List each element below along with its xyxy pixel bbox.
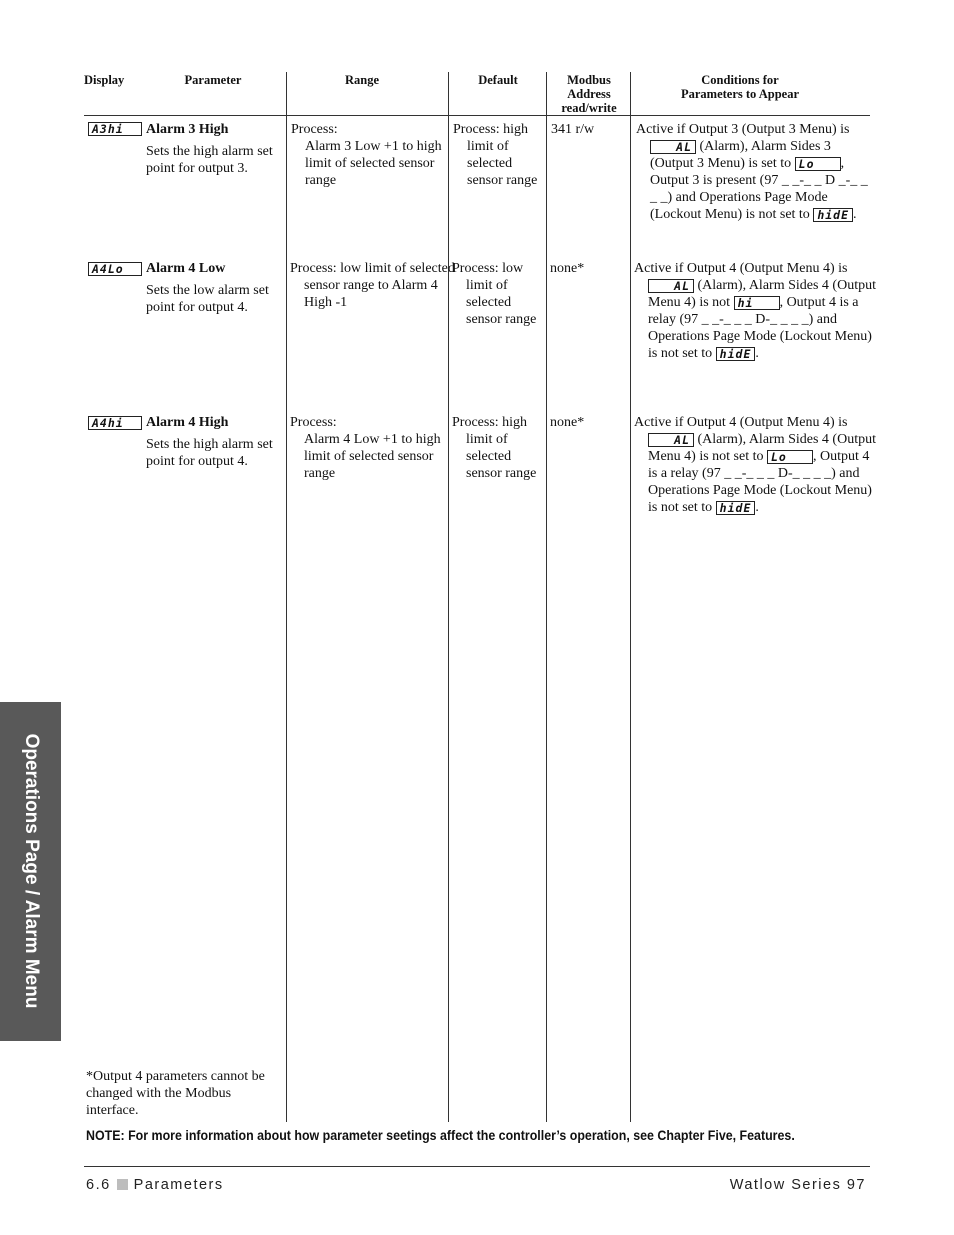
range-alarm-4-low: Process: low limit of selected sensor range to Alarm 4 High -1	[290, 261, 455, 310]
lcd-lo-icon: Lo	[767, 450, 813, 464]
lcd-hide-icon: hidE	[813, 208, 853, 222]
footer-product: Watlow Series 97	[729, 1177, 866, 1193]
display-lcd-a3hi: A3hi	[88, 122, 142, 136]
condition-text-1: Active if Output 3 (Output 3 Menu) is	[636, 122, 850, 137]
side-tab-label: Operations Page / Alarm Menu	[21, 733, 42, 1009]
modbus-alarm-4-low: none*	[550, 261, 585, 276]
range-text: Alarm 4 Low +1 to high limit of selected sensor range	[304, 432, 441, 481]
divider-range	[286, 72, 287, 1122]
divider-conditions	[630, 72, 631, 1122]
footer-page-number: 6.6	[86, 1177, 111, 1193]
parameter-name: Alarm 3 High	[146, 122, 229, 137]
condition-text-4: .	[755, 346, 759, 361]
condition-text-3: , Output 4 is a relay (97 _ _-_ _ _ D-_ _ _ _) and Operations Page Mode (Lockout Menu) is not set to	[648, 295, 872, 361]
parameter-alarm-4-low	[146, 260, 280, 316]
parameter-alarm-3-high	[146, 121, 280, 177]
footer-left	[86, 1177, 224, 1193]
header-modbus	[548, 73, 630, 115]
conditions-alarm-3-high	[636, 121, 876, 223]
default-alarm-4-low: Process: low limit of selected sensor range	[452, 261, 537, 327]
header-modbus-line1: Modbus	[567, 73, 611, 87]
range-alarm-3-high	[291, 121, 445, 189]
divider-default	[448, 72, 449, 1122]
footer-rule	[84, 1166, 870, 1167]
conditions-alarm-4-high	[634, 414, 876, 516]
parameter-description: Sets the low alarm set point for output 4.	[146, 283, 269, 315]
header-modbus-line3: read/write	[561, 101, 617, 115]
display-lcd-a4hi: A4hi	[88, 416, 142, 430]
footnote: *Output 4 parameters cannot be changed with the Modbus interface.	[86, 1069, 265, 1118]
lcd-al-icon: AL	[648, 433, 694, 447]
header-range: Range	[344, 73, 380, 87]
range-label: Process:	[290, 415, 337, 430]
condition-text-1: Active if Output 4 (Output Menu 4) is	[634, 415, 848, 430]
condition-text-4: .	[853, 207, 857, 222]
lcd-hide-icon: hidE	[716, 347, 756, 361]
condition-text-3: , Output 4 is a relay (97 _ _-_ _ _ D-_ _ _ _) and Operations Page Mode (Lockout Menu) is not set to	[648, 449, 872, 515]
square-bullet-icon	[117, 1179, 128, 1190]
lcd-hide-icon: hidE	[716, 501, 756, 515]
lcd-hi-icon: hi	[734, 296, 780, 310]
modbus-alarm-3-high: 341 r/w	[551, 122, 595, 137]
note: NOTE: For more information about how parameter seetings affect the controller’s operation, see Chapter Five, Features.	[86, 1128, 795, 1143]
footer-section: Parameters	[133, 1177, 224, 1193]
header-rule	[84, 115, 870, 116]
range-label: Process:	[291, 122, 338, 137]
header-conditions	[632, 73, 848, 101]
condition-text-2: (Alarm), Alarm Sides 4 (Output Menu 4) is not	[648, 278, 876, 310]
header-display: Display	[84, 73, 125, 87]
lcd-lo-icon: Lo	[795, 157, 841, 171]
condition-text-4: .	[755, 500, 759, 515]
default-alarm-4-high: Process: high limit of selected sensor range	[452, 415, 537, 481]
modbus-alarm-4-high: none*	[550, 415, 585, 430]
conditions-alarm-4-low	[634, 260, 876, 362]
default-alarm-3-high: Process: high limit of selected sensor range	[453, 122, 538, 188]
lcd-al-icon: AL	[648, 279, 694, 293]
range-alarm-4-high	[290, 414, 446, 482]
range-text: Alarm 3 Low +1 to high limit of selected sensor range	[305, 139, 442, 188]
header-default: Default	[478, 73, 518, 87]
parameter-alarm-4-high	[146, 414, 280, 470]
header-modbus-line2: Address	[567, 87, 611, 101]
condition-text-3: , Output 3 is present (97 _ _-_ _ D _-_ _ _ _) and Operations Page Mode (Lockout Menu) is not set to	[650, 156, 868, 222]
condition-text-1: Active if Output 4 (Output Menu 4) is	[634, 261, 848, 276]
parameter-description: Sets the high alarm set point for output 3.	[146, 144, 273, 176]
header-conditions-line2: Parameters to Appear	[680, 87, 800, 101]
header-conditions-line1: Conditions for	[701, 73, 779, 87]
display-lcd-a4lo: A4Lo	[88, 262, 142, 276]
header-parameter: Parameter	[184, 73, 242, 87]
lcd-al-icon: AL	[650, 140, 696, 154]
parameter-description: Sets the high alarm set point for output 4.	[146, 437, 273, 469]
parameter-name: Alarm 4 Low	[146, 261, 226, 276]
condition-text-2: (Alarm), Alarm Sides 3 (Output 3 Menu) is set to	[650, 139, 831, 171]
parameter-name: Alarm 4 High	[146, 415, 229, 430]
divider-modbus	[546, 72, 547, 1122]
condition-text-2: (Alarm), Alarm Sides 4 (Output Menu 4) is not set to	[648, 432, 876, 464]
